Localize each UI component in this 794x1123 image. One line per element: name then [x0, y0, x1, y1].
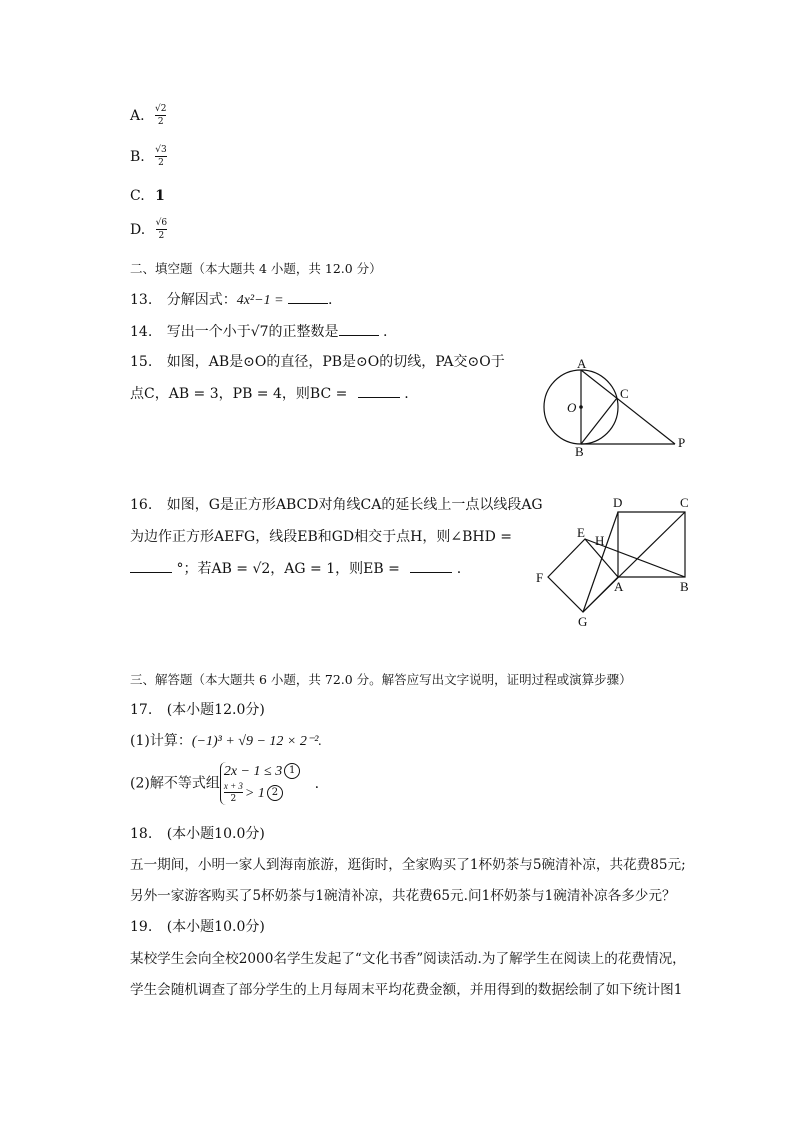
q15-answer-blank[interactable]: [358, 383, 400, 398]
q14-text-a: 写出一个小于: [166, 324, 251, 340]
q18-line2: 另外一家游客购买了5杯奶茶与1碗清补凉，共花费65元.问1杯奶茶与1碗清补凉各多少元？: [130, 888, 676, 904]
q16-line1: 如图，G是正方形ABCD对角线CA的延长线上一点以线段AG: [166, 497, 543, 513]
q15-line1: 如图，AB是⊙O的直径，PB是⊙O的切线，PA交⊙O于: [166, 354, 505, 370]
q15-center-dot: [579, 405, 583, 409]
q15-end: .: [404, 386, 409, 402]
q16-segment-gd: [583, 512, 618, 612]
option-c-letter: C.: [130, 188, 145, 204]
q14-answer-blank[interactable]: [339, 321, 379, 336]
question-17-part2: [130, 762, 319, 805]
q13-number: 13.: [130, 292, 153, 308]
section-3-title: 三、解答题（本大题共 6 小题，共 72.0 分。解答应写出文字说明，证明过程或演算步骤）: [130, 672, 632, 687]
q17-ineq-2: $\frac{x + 3}{2}$ > 1 2: [224, 781, 300, 805]
option-a-letter: A.: [130, 108, 145, 124]
question-17-header: [130, 700, 265, 720]
q19-line2: 学生会随机调查了部分学生的上月每周末平均花费金额，并用得到的数据绘制了如下统计图1: [130, 982, 683, 998]
q15-segment-bc: [581, 398, 617, 444]
q16-line2: 为边作正方形AEFG，线段EB和GD相交于点H，则∠BHD =: [130, 529, 512, 545]
option-d-letter: D.: [130, 222, 146, 238]
q18-number: 18.: [130, 826, 153, 842]
q16-label-a: A: [614, 579, 624, 594]
q13-answer-blank[interactable]: [288, 289, 328, 304]
q16-label-c: C: [680, 495, 689, 510]
question-15-line1: [130, 352, 505, 372]
option-d: [130, 218, 167, 242]
q15-segment-pa: [581, 370, 675, 444]
option-c-value: 1: [155, 188, 165, 204]
q13-expr: 4x²−1 =: [236, 293, 284, 308]
question-13: [130, 289, 332, 311]
q16-label-g: G: [578, 614, 588, 629]
q17-inequality-system: [220, 762, 300, 805]
option-c: [130, 186, 165, 206]
question-16-line1: [130, 495, 543, 515]
section-2-title: 二、填空题（本大题共 4 小题，共 12.0 分）: [130, 261, 382, 276]
question-19-header: [130, 917, 265, 937]
q17-score: (本小题12.0分): [166, 702, 265, 718]
question-16-line3: [130, 558, 461, 579]
q17-number: 17.: [130, 702, 153, 718]
q16-label-h: H: [595, 533, 605, 548]
q15-label-c: C: [620, 386, 629, 401]
q18-score: (本小题10.0分): [166, 826, 265, 842]
q15-figure: [535, 355, 705, 465]
circled-number-2: 2: [267, 785, 283, 801]
q16-answer-blank-1[interactable]: [130, 558, 172, 573]
question-16-line2: [130, 527, 512, 547]
option-d-fraction: $\frac{√6}{2}$: [155, 218, 168, 241]
q16-label-f: F: [536, 570, 544, 585]
circled-number-1: 1: [284, 763, 300, 779]
q17-ineq-1: 2x − 1 ≤ 3 1: [224, 762, 300, 781]
question-17-part1: [130, 731, 322, 752]
q13-end: .: [327, 292, 333, 308]
q16-number: 16.: [130, 497, 153, 513]
q16-diagonal-cg: [583, 512, 685, 612]
q16-figure: [530, 492, 705, 632]
q16-end: .: [456, 561, 462, 577]
q16-answer-blank-2[interactable]: [410, 558, 452, 573]
option-a-fraction: $\frac{√2}{2}$: [155, 104, 167, 127]
q14-text-b: 的正整数是: [268, 324, 339, 340]
option-a: [130, 104, 166, 128]
q15-number: 15.: [130, 354, 153, 370]
q15-line2: 点C，AB = 3，PB = 4，则BC =: [130, 386, 348, 402]
option-b-fraction: $\frac{√3}{2}$: [155, 145, 167, 168]
q16-line3: °；若AB = √2，AG = 1，则EB =: [176, 561, 400, 577]
q17-part2-label: (2)解不等式组: [130, 775, 220, 792]
q16-label-b: B: [680, 579, 689, 594]
question-18-header: [130, 824, 265, 844]
q15-label-p: P: [678, 435, 686, 450]
q18-line1: 五一期间，小明一家人到海南旅游，逛街时，全家购买了1杯奶茶与5碗清补凉，共花费85元;: [130, 857, 686, 873]
q14-sqrt: √7: [250, 324, 269, 340]
option-b: [130, 145, 167, 169]
q19-score: (本小题10.0分): [166, 919, 265, 935]
q13-text: 分解因式：: [166, 292, 237, 308]
option-b-letter: B.: [130, 149, 145, 165]
q15-label-a: A: [577, 356, 587, 371]
q17-part1-expr: (−1)³ + √9 − 12 × 2⁻².: [191, 734, 322, 749]
q17-ineq-2-fraction: $\frac{x + 3}{2}$: [223, 781, 243, 804]
q14-number: 14.: [130, 324, 153, 340]
q19-number: 19.: [130, 919, 153, 935]
q15-label-o: O: [567, 400, 577, 415]
q15-label-b: B: [575, 444, 584, 459]
q14-end: .: [383, 324, 388, 340]
question-14: [130, 321, 387, 342]
q16-square-aefg: [548, 539, 618, 612]
q16-label-d: D: [613, 495, 623, 510]
q16-label-e: E: [577, 525, 585, 540]
q19-line1: 某校学生会向全校2000名学生发起了“文化书香”阅读活动.为了解学生在阅读上的花费情况，: [130, 951, 686, 967]
q17-end: .: [314, 775, 320, 792]
q17-part1-label: (1)计算：: [130, 733, 192, 749]
question-15-line2: [130, 383, 409, 404]
